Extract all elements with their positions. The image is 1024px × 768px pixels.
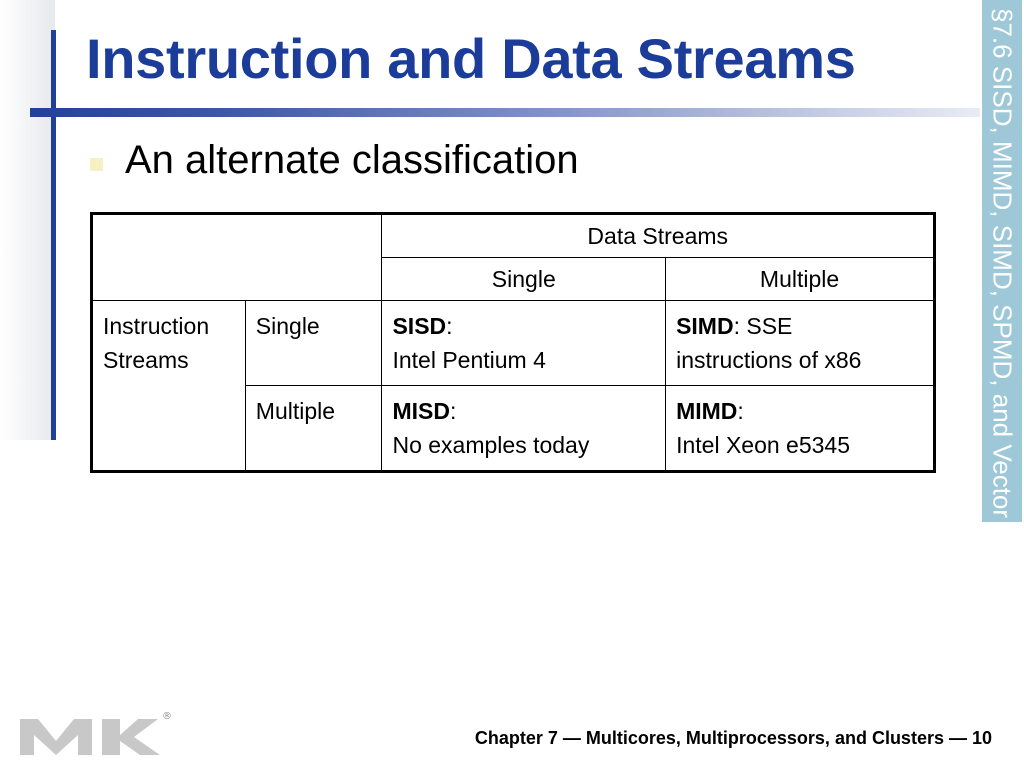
bullet-text: An alternate classification <box>125 138 579 182</box>
title-vertical-bar <box>51 30 56 440</box>
flynn-classification-table <box>90 212 936 473</box>
publisher-logo <box>20 711 180 762</box>
cell-sisd <box>382 301 666 386</box>
simd-abbr: SIMD <box>676 313 734 339</box>
sisd-colon: : <box>446 313 453 339</box>
header-single: Single <box>382 258 666 301</box>
mimd-abbr: MIMD <box>676 398 738 424</box>
bullet-item <box>90 138 579 183</box>
sisd-example: Intel Pentium 4 <box>392 347 546 373</box>
misd-abbr: MISD <box>392 398 450 424</box>
instruction-label: Instruction <box>103 313 210 339</box>
misd-example: No examples today <box>392 432 590 458</box>
bullet-square-icon <box>90 158 103 171</box>
table-row <box>92 214 935 258</box>
row-header-single: Single <box>245 301 382 386</box>
section-side-label <box>982 0 1022 522</box>
row-header-multiple: Multiple <box>245 386 382 472</box>
simd-rest: : SSE <box>733 313 793 339</box>
registered-mark: ® <box>162 711 172 722</box>
header-multiple: Multiple <box>666 258 935 301</box>
cell-simd <box>666 301 935 386</box>
slide-title: Instruction and Data Streams <box>86 27 856 90</box>
left-decor-strip <box>0 0 55 440</box>
section-side-label-text: §7.6 SISD, MIMD, SIMD, SPMD, and Vector <box>987 8 1018 519</box>
mimd-colon: : <box>737 398 744 424</box>
header-data-streams: Data Streams <box>382 214 935 258</box>
simd-example: instructions of x86 <box>676 347 862 373</box>
misd-colon: : <box>449 398 457 424</box>
sisd-abbr: SISD <box>392 313 447 339</box>
header-instruction-streams <box>92 301 246 472</box>
cell-misd <box>382 386 666 472</box>
cell-mimd <box>666 386 935 472</box>
table-corner-cell <box>92 214 382 301</box>
mimd-example: Intel Xeon e5345 <box>676 432 851 458</box>
mk-logo-icon <box>20 711 180 757</box>
streams-label: Streams <box>103 347 189 373</box>
title-underline-bar <box>30 108 980 117</box>
slide-footer: Chapter 7 — Multicores, Multiprocessors, and Clusters — 10 <box>474 728 992 748</box>
table-row <box>92 301 935 386</box>
